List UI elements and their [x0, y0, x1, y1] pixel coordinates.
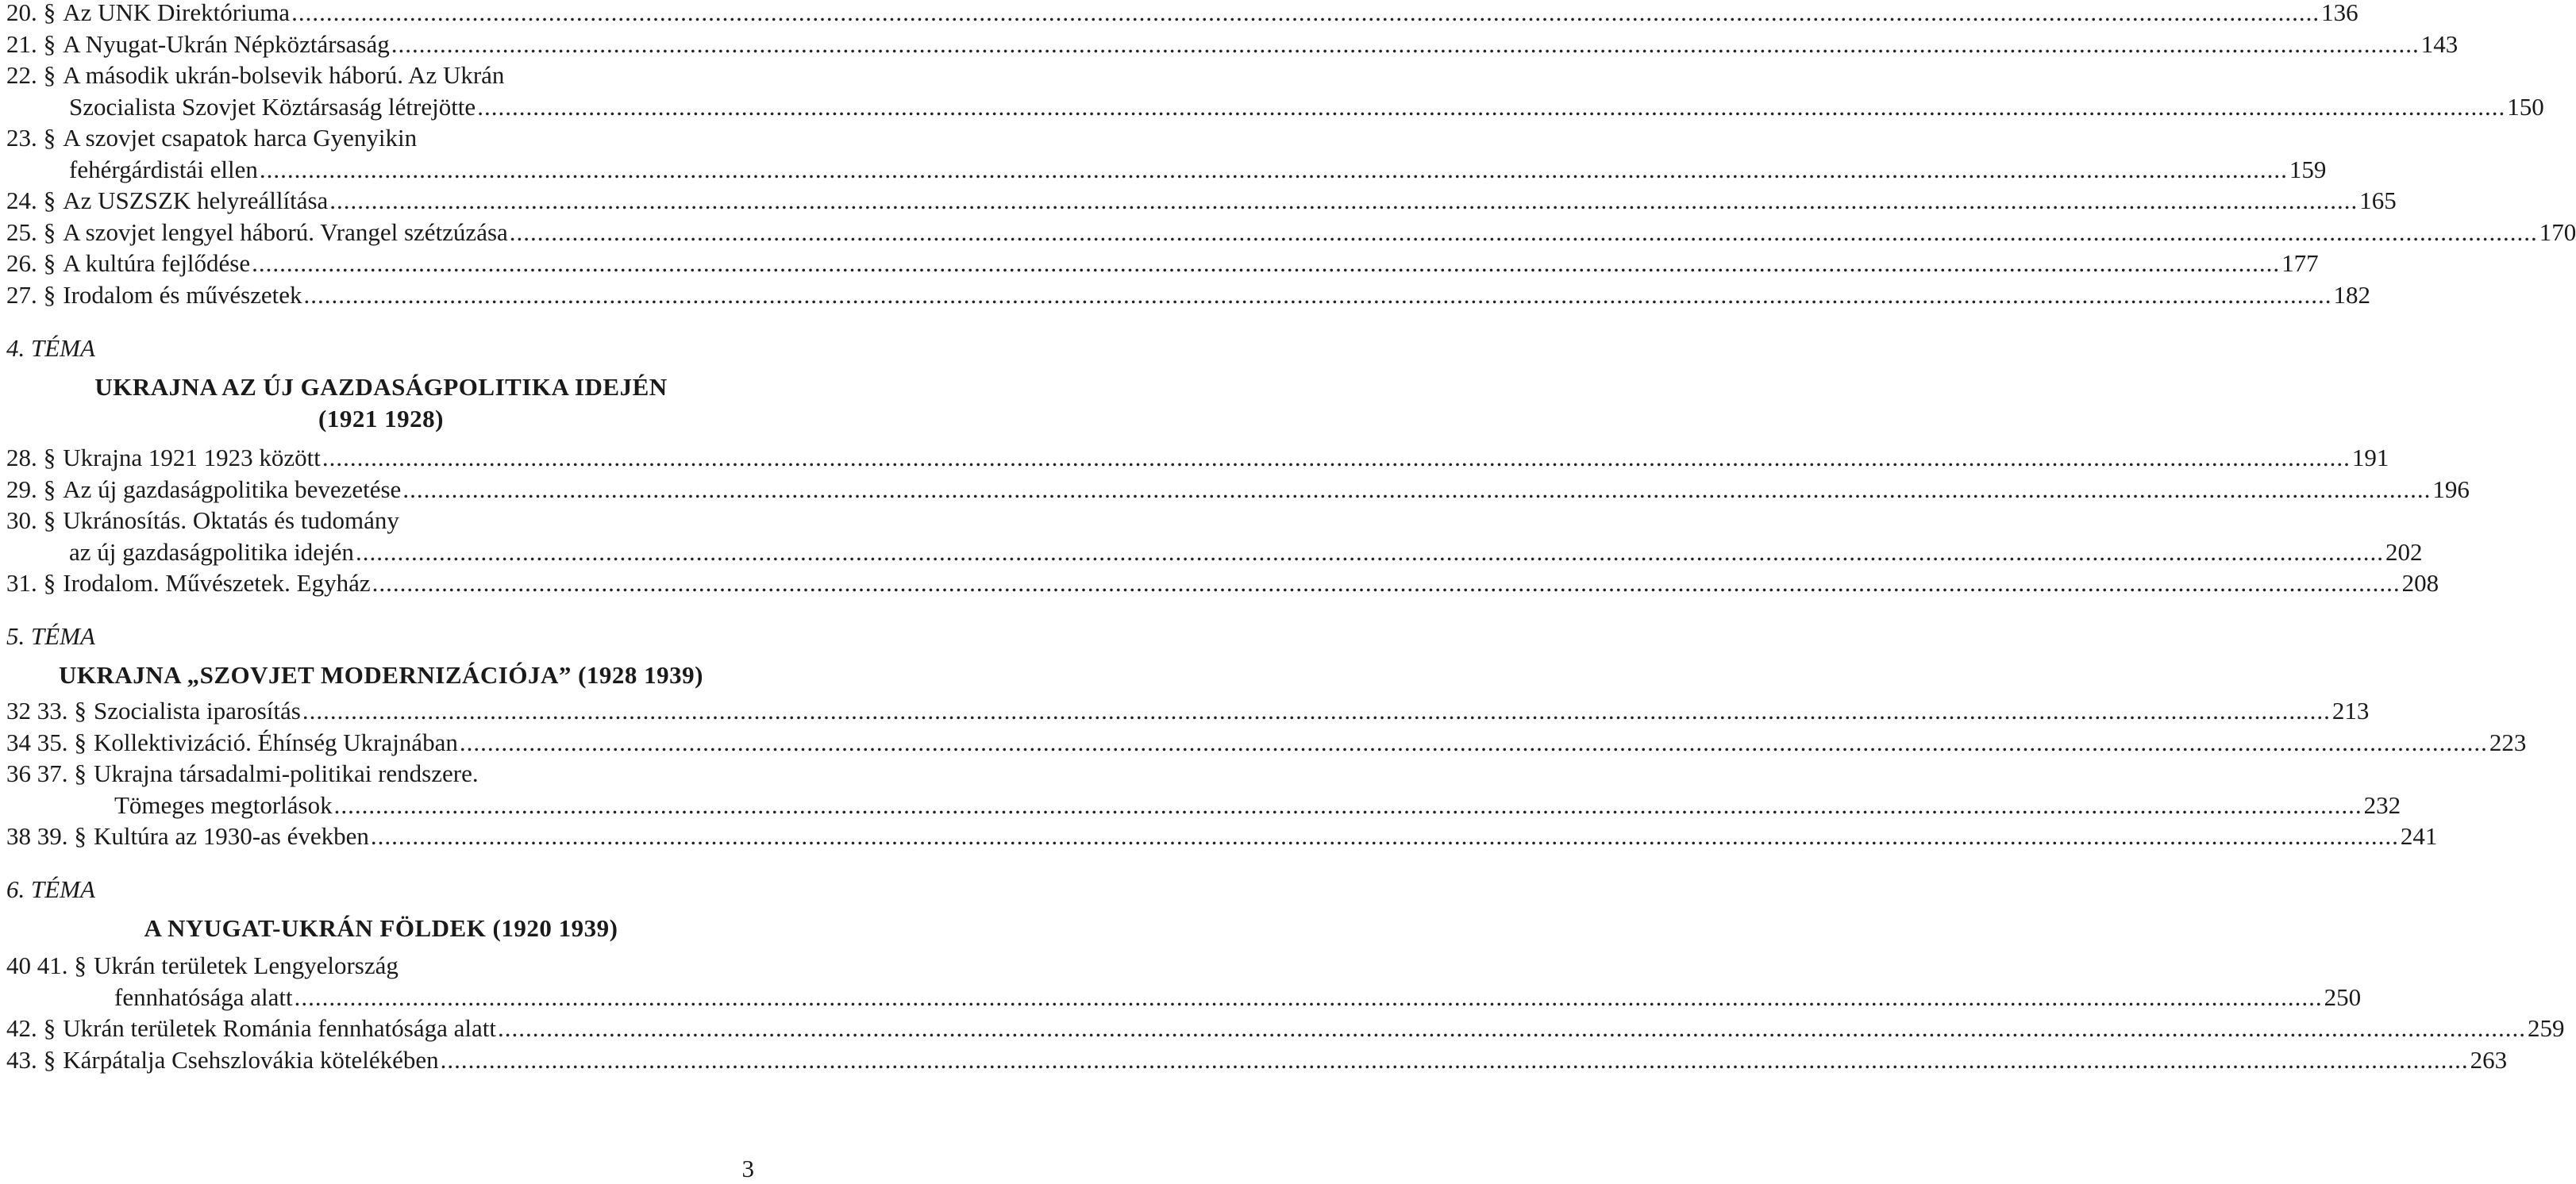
- entry-page: 177: [2281, 249, 2319, 277]
- entry-title: Az USZSZK helyreállítása: [63, 186, 329, 214]
- theme-title: A NYUGAT-UKRÁN FÖLDEK (1920 1939): [144, 914, 618, 942]
- entry-page: 191: [2351, 444, 2389, 471]
- entry-page: 241: [2400, 822, 2438, 850]
- entry-number: 32 33.: [6, 697, 68, 725]
- entry-title-continued: fehérgárdistái ellen: [69, 155, 258, 183]
- toc-entry-29: [6, 474, 2470, 506]
- section-sign-icon: §: [43, 124, 56, 152]
- entry-page: 259: [2527, 1014, 2565, 1042]
- entry-title: Az új gazdaságpolitika bevezetése: [63, 475, 402, 503]
- entry-number: 24.: [6, 186, 37, 214]
- dot-leader: ....................................................................................................................................................................................................................................................................................................: [370, 822, 2399, 850]
- toc-entry-26: [6, 248, 2319, 279]
- entry-page: 170: [2539, 217, 2576, 246]
- toc-entry-23: [6, 122, 2327, 185]
- entry-title: Szocialista iparosítás: [94, 697, 301, 725]
- section-sign-icon: §: [74, 759, 87, 787]
- section-sign-icon: §: [43, 29, 56, 58]
- section-sign-icon: §: [43, 1014, 56, 1042]
- entry-title: A szovjet csapatok harca Gyenyikin: [63, 124, 418, 152]
- entry-title: Kultúra az 1930-as években: [94, 822, 369, 850]
- entry-title: Ukrán területek Románia fennhatósága alatt: [63, 1014, 496, 1042]
- entry-page: 136: [2321, 0, 2358, 26]
- theme-label: 5. TÉMA: [6, 622, 95, 650]
- entry-page: 182: [2333, 280, 2371, 309]
- section-sign-icon: §: [43, 444, 56, 471]
- entry-number: 34 35.: [6, 728, 68, 756]
- toc-entry-40-41: [6, 950, 2362, 1013]
- section-sign-icon: §: [43, 506, 56, 534]
- entry-title: Irodalom és művészetek: [63, 280, 302, 309]
- toc-entry-21: [6, 29, 2459, 60]
- section-sign-icon: §: [43, 249, 56, 277]
- section-sign-icon: §: [43, 280, 56, 309]
- toc-entry-25: [6, 217, 2576, 248]
- section-sign-icon: §: [43, 569, 56, 597]
- dot-leader: ....................................................................................................................................................................................................................................................................................................: [294, 982, 2323, 1011]
- dot-leader: ....................................................................................................................................................................................................................................................................................................: [391, 29, 2420, 58]
- entry-title: Ukrajna 1921 1923 között: [63, 444, 321, 471]
- toc-entry-36-37: [6, 758, 2401, 821]
- entry-page: 202: [2385, 537, 2423, 566]
- entry-page: 223: [2489, 728, 2527, 756]
- entry-title: Kollektivizáció. Éhínség Ukrajnában: [94, 728, 458, 756]
- entry-title: A szovjet lengyel háború. Vrangel szétzúzása: [63, 217, 508, 246]
- section-sign-icon: §: [74, 697, 87, 725]
- theme-title: UKRAJNA AZ ÚJ GAZDASÁGPOLITIKA IDEJÉN: [94, 373, 668, 401]
- toc-entry-30: [6, 505, 2423, 567]
- section-sign-icon: §: [43, 0, 56, 26]
- entry-page: 232: [2363, 790, 2401, 819]
- section-sign-icon: §: [74, 822, 87, 850]
- entry-page: 196: [2432, 475, 2470, 503]
- dot-leader: ....................................................................................................................................................................................................................................................................................................: [322, 444, 2351, 471]
- entry-title-continued: Tömeges megtorlások: [114, 790, 333, 819]
- entry-number: 21.: [6, 29, 37, 58]
- entry-title-continued: az új gazdaságpolitika idején: [69, 537, 354, 566]
- toc-entry-31: [6, 567, 2439, 599]
- entry-page: 150: [2507, 92, 2544, 121]
- section-sign-icon: §: [43, 475, 56, 503]
- dot-leader: ....................................................................................................................................................................................................................................................................................................: [329, 186, 2358, 214]
- section-sign-icon: §: [43, 217, 56, 246]
- entry-title-continued: Szocialista Szovjet Köztársaság létrejötte: [69, 92, 476, 121]
- dot-leader: ....................................................................................................................................................................................................................................................................................................: [509, 217, 2538, 246]
- entry-number: 36 37.: [6, 759, 68, 787]
- toc-entry-32-33: [6, 695, 2370, 727]
- entry-title: Ukrán területek Lengyelország: [94, 951, 399, 979]
- dot-leader: ....................................................................................................................................................................................................................................................................................................: [459, 728, 2488, 756]
- dot-leader: ....................................................................................................................................................................................................................................................................................................: [291, 0, 2320, 26]
- entry-number: 42.: [6, 1014, 37, 1042]
- dot-leader: ....................................................................................................................................................................................................................................................................................................: [303, 280, 2332, 309]
- theme-label: 6. TÉMA: [6, 875, 95, 903]
- entry-number: 23.: [6, 124, 37, 152]
- toc-entry-38-39: [6, 821, 2438, 852]
- entry-number: 26.: [6, 249, 37, 277]
- entry-number: 30.: [6, 506, 37, 534]
- dot-leader: ....................................................................................................................................................................................................................................................................................................: [302, 697, 2331, 725]
- dot-leader: ....................................................................................................................................................................................................................................................................................................: [477, 92, 2506, 121]
- entry-number: 40 41.: [6, 951, 68, 979]
- entry-number: 25.: [6, 217, 37, 246]
- toc-entry-28: [6, 442, 2389, 474]
- section-sign-icon: §: [43, 186, 56, 214]
- dot-leader: ....................................................................................................................................................................................................................................................................................................: [333, 790, 2362, 819]
- toc-entry-43: [6, 1044, 2508, 1076]
- section-sign-icon: §: [43, 61, 56, 89]
- entry-title: Irodalom. Művészetek. Egyház: [63, 569, 371, 597]
- toc-entry-27: [6, 279, 2371, 311]
- entry-number: 38 39.: [6, 822, 68, 850]
- toc-entry-20: [6, 0, 2358, 29]
- section-sign-icon: §: [43, 1045, 56, 1074]
- entry-number: 28.: [6, 444, 37, 471]
- entry-number: 31.: [6, 569, 37, 597]
- section-sign-icon: §: [74, 951, 87, 979]
- entry-title: Ukrajna társadalmi-politikai rendszere.: [94, 759, 479, 787]
- entry-number: 43.: [6, 1045, 37, 1074]
- entry-page: 250: [2324, 982, 2362, 1011]
- dot-leader: ....................................................................................................................................................................................................................................................................................................: [372, 569, 2401, 597]
- theme-title: UKRAJNA „SZOVJET MODERNIZÁCIÓJA” (1928 1939): [59, 661, 703, 689]
- entry-number: 27.: [6, 280, 37, 309]
- entry-number: 20.: [6, 0, 37, 26]
- entry-number: 29.: [6, 475, 37, 503]
- section-sign-icon: §: [74, 728, 87, 756]
- entry-title-continued: fennhatósága alatt: [114, 982, 293, 1011]
- entry-page: 143: [2420, 29, 2459, 58]
- entry-page: 213: [2331, 697, 2370, 725]
- entry-page: 263: [2470, 1045, 2508, 1074]
- toc-entry-42: [6, 1013, 2565, 1044]
- entry-number: 22.: [6, 61, 37, 89]
- entry-page: 159: [2289, 155, 2327, 183]
- entry-title: Az UNK Direktóriuma: [63, 0, 291, 26]
- dot-leader: ....................................................................................................................................................................................................................................................................................................: [252, 249, 2281, 277]
- entry-page: 165: [2359, 186, 2397, 214]
- dot-leader: ....................................................................................................................................................................................................................................................................................................: [440, 1045, 2469, 1074]
- dot-leader: ....................................................................................................................................................................................................................................................................................................: [497, 1014, 2526, 1042]
- toc-entry-34-35: [6, 727, 2527, 759]
- entry-title: Ukránosítás. Oktatás és tudomány: [63, 506, 399, 534]
- dot-leader: ....................................................................................................................................................................................................................................................................................................: [355, 537, 2384, 566]
- toc-entry-22: [6, 60, 2544, 122]
- entry-title: A kultúra fejlődése: [63, 249, 251, 277]
- theme-title-years: (1921 1928): [318, 405, 444, 432]
- entry-page: 208: [2401, 569, 2439, 597]
- entry-title: Kárpátalja Csehszlovákia kötelékében: [63, 1045, 439, 1074]
- entry-title: A második ukrán-bolsevik háború. Az Ukrán: [63, 61, 505, 89]
- toc-entry-24: [6, 185, 2397, 217]
- page-folio-number: 3: [741, 1155, 754, 1182]
- theme-label: 4. TÉMA: [6, 334, 95, 362]
- dot-leader: ....................................................................................................................................................................................................................................................................................................: [259, 155, 2288, 183]
- entry-title: A Nyugat-Ukrán Népköztársaság: [63, 29, 390, 58]
- dot-leader: ....................................................................................................................................................................................................................................................................................................: [402, 475, 2432, 503]
